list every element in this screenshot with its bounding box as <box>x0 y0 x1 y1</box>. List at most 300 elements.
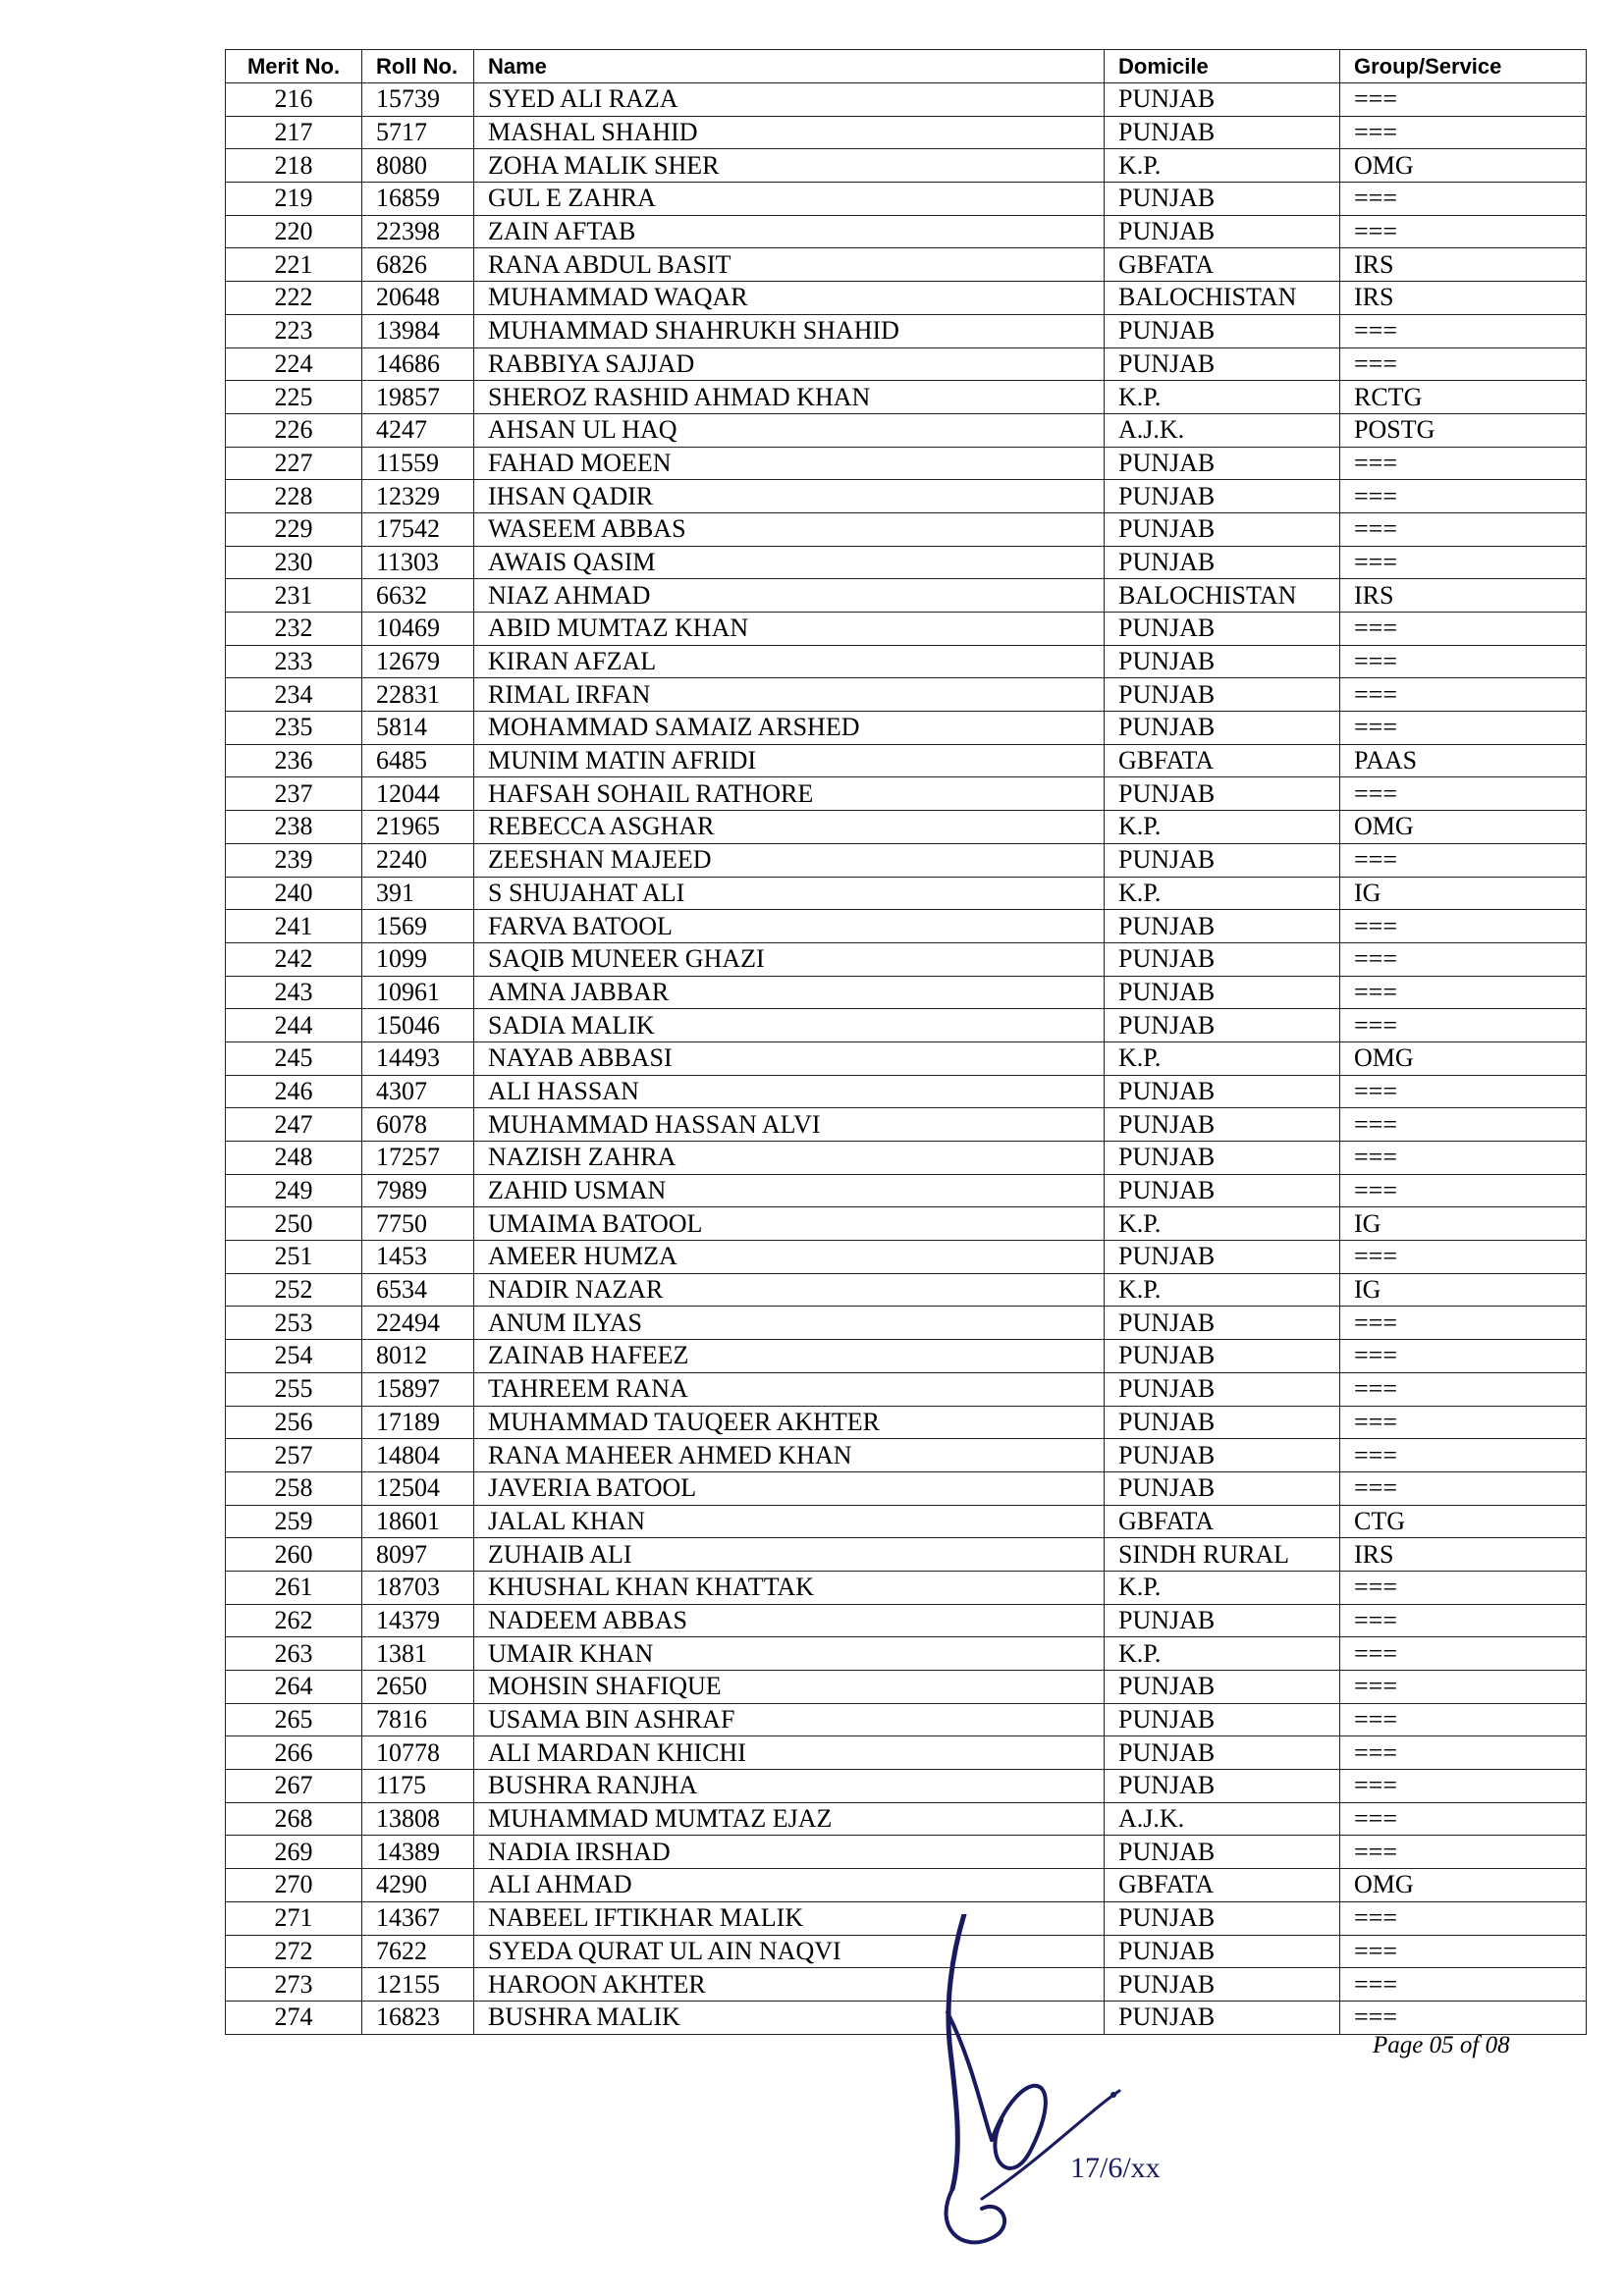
table-row <box>226 1968 1587 2002</box>
cell-merit-no: 221 <box>226 248 362 282</box>
cell-roll-no: 6826 <box>362 248 474 282</box>
cell-group-service: === <box>1340 480 1587 513</box>
cell-group-service: === <box>1340 1471 1587 1505</box>
cell-roll-no: 22398 <box>362 215 474 248</box>
cell-merit-no: 216 <box>226 83 362 117</box>
cell-roll-no: 2240 <box>362 843 474 877</box>
table-row <box>226 183 1587 216</box>
cell-merit-no: 240 <box>226 877 362 910</box>
cell-roll-no: 14493 <box>362 1041 474 1075</box>
header-roll-no: Roll No. <box>362 50 474 83</box>
cell-group-service: IG <box>1340 877 1587 910</box>
cell-merit-no: 229 <box>226 512 362 546</box>
cell-roll-no: 5814 <box>362 712 474 745</box>
cell-domicile: K.P. <box>1105 1041 1340 1075</box>
cell-name: BUSHRA MALIK <box>474 2001 1105 2034</box>
cell-name: NADIR NAZAR <box>474 1273 1105 1307</box>
cell-name: NADEEM ABBAS <box>474 1604 1105 1637</box>
cell-name: BUSHRA RANJHA <box>474 1770 1105 1803</box>
cell-domicile: PUNJAB <box>1105 2001 1340 2034</box>
cell-domicile: PUNJAB <box>1105 1604 1340 1637</box>
cell-name: KHUSHAL KHAN KHATTAK <box>474 1571 1105 1604</box>
cell-merit-no: 233 <box>226 645 362 678</box>
page-number: Page 05 of 08 <box>1373 2032 1510 2058</box>
cell-domicile: PUNJAB <box>1105 1703 1340 1736</box>
cell-merit-no: 227 <box>226 447 362 480</box>
cell-name: RIMAL IRFAN <box>474 678 1105 712</box>
cell-group-service: === <box>1340 1901 1587 1935</box>
cell-group-service: === <box>1340 546 1587 579</box>
cell-group-service: OMG <box>1340 149 1587 183</box>
table-row <box>226 1802 1587 1836</box>
cell-name: SADIA MALIK <box>474 1009 1105 1042</box>
cell-domicile: PUNJAB <box>1105 1770 1340 1803</box>
cell-name: ZUHAIB ALI <box>474 1538 1105 1572</box>
cell-name: UMAIR KHAN <box>474 1637 1105 1671</box>
cell-group-service: OMG <box>1340 1869 1587 1902</box>
table-row <box>226 1901 1587 1935</box>
cell-name: JALAL KHAN <box>474 1505 1105 1538</box>
cell-name: WASEEM ABBAS <box>474 512 1105 546</box>
table-row <box>226 1241 1587 1274</box>
cell-domicile: K.P. <box>1105 1273 1340 1307</box>
table-row <box>226 314 1587 347</box>
table-row <box>226 347 1587 381</box>
cell-domicile: K.P. <box>1105 811 1340 844</box>
cell-group-service: === <box>1340 83 1587 117</box>
table-row <box>226 1041 1587 1075</box>
cell-group-service: === <box>1340 777 1587 811</box>
table-row <box>226 116 1587 149</box>
cell-domicile: PUNJAB <box>1105 942 1340 976</box>
cell-group-service: === <box>1340 447 1587 480</box>
cell-domicile: GBFATA <box>1105 744 1340 777</box>
cell-roll-no: 7622 <box>362 1935 474 1968</box>
cell-group-service: === <box>1340 1703 1587 1736</box>
cell-domicile: K.P. <box>1105 1637 1340 1671</box>
cell-merit-no: 252 <box>226 1273 362 1307</box>
cell-name: MOHSIN SHAFIQUE <box>474 1671 1105 1704</box>
cell-roll-no: 22831 <box>362 678 474 712</box>
table-row <box>226 1471 1587 1505</box>
cell-roll-no: 21965 <box>362 811 474 844</box>
table-row <box>226 1703 1587 1736</box>
cell-merit-no: 219 <box>226 183 362 216</box>
cell-domicile: PUNJAB <box>1105 712 1340 745</box>
table-row <box>226 1538 1587 1572</box>
signature-icon <box>923 1914 1139 2258</box>
cell-name: KIRAN AFZAL <box>474 645 1105 678</box>
cell-merit-no: 220 <box>226 215 362 248</box>
header-name: Name <box>474 50 1105 83</box>
cell-name: JAVERIA BATOOL <box>474 1471 1105 1505</box>
cell-group-service: === <box>1340 2001 1587 2034</box>
table-row <box>226 976 1587 1009</box>
table-row <box>226 282 1587 315</box>
cell-merit-no: 222 <box>226 282 362 315</box>
table-row <box>226 1770 1587 1803</box>
table-row <box>226 579 1587 613</box>
table-row <box>226 811 1587 844</box>
cell-group-service: === <box>1340 314 1587 347</box>
cell-roll-no: 17257 <box>362 1142 474 1175</box>
cell-merit-no: 238 <box>226 811 362 844</box>
cell-roll-no: 7750 <box>362 1207 474 1241</box>
cell-merit-no: 258 <box>226 1471 362 1505</box>
cell-name: MUHAMMAD HASSAN ALVI <box>474 1108 1105 1142</box>
table-row <box>226 83 1587 117</box>
cell-name: SAQIB MUNEER GHAZI <box>474 942 1105 976</box>
cell-roll-no: 20648 <box>362 282 474 315</box>
cell-group-service: === <box>1340 1637 1587 1671</box>
table-row <box>226 1372 1587 1406</box>
cell-domicile: PUNJAB <box>1105 1009 1340 1042</box>
cell-merit-no: 256 <box>226 1406 362 1439</box>
header-domicile: Domicile <box>1105 50 1340 83</box>
cell-name: NADIA IRSHAD <box>474 1836 1105 1869</box>
table-row <box>226 942 1587 976</box>
cell-domicile: A.J.K. <box>1105 413 1340 447</box>
cell-domicile: PUNJAB <box>1105 1307 1340 1340</box>
cell-group-service: === <box>1340 1671 1587 1704</box>
cell-name: MASHAL SHAHID <box>474 116 1105 149</box>
cell-group-service: === <box>1340 1968 1587 2002</box>
cell-merit-no: 224 <box>226 347 362 381</box>
table-row <box>226 678 1587 712</box>
cell-merit-no: 226 <box>226 413 362 447</box>
cell-group-service: === <box>1340 1571 1587 1604</box>
cell-roll-no: 6534 <box>362 1273 474 1307</box>
cell-name: RABBIYA SAJJAD <box>474 347 1105 381</box>
cell-name: AHSAN UL HAQ <box>474 413 1105 447</box>
cell-roll-no: 15897 <box>362 1372 474 1406</box>
cell-name: GUL E ZAHRA <box>474 183 1105 216</box>
cell-group-service: === <box>1340 512 1587 546</box>
cell-merit-no: 218 <box>226 149 362 183</box>
cell-domicile: PUNJAB <box>1105 777 1340 811</box>
cell-name: TAHREEM RANA <box>474 1372 1105 1406</box>
cell-group-service: IRS <box>1340 282 1587 315</box>
cell-group-service: === <box>1340 1108 1587 1142</box>
cell-group-service: PAAS <box>1340 744 1587 777</box>
cell-name: ZAIN AFTAB <box>474 215 1105 248</box>
cell-domicile: PUNJAB <box>1105 1901 1340 1935</box>
table-row <box>226 1505 1587 1538</box>
cell-domicile: K.P. <box>1105 149 1340 183</box>
cell-group-service: === <box>1340 1307 1587 1340</box>
cell-roll-no: 7816 <box>362 1703 474 1736</box>
cell-group-service: OMG <box>1340 1041 1587 1075</box>
cell-merit-no: 234 <box>226 678 362 712</box>
cell-roll-no: 16859 <box>362 183 474 216</box>
cell-group-service: === <box>1340 215 1587 248</box>
cell-merit-no: 232 <box>226 613 362 646</box>
cell-name: RANA MAHEER AHMED KHAN <box>474 1439 1105 1472</box>
table-row <box>226 381 1587 414</box>
cell-roll-no: 12329 <box>362 480 474 513</box>
cell-merit-no: 243 <box>226 976 362 1009</box>
cell-roll-no: 1453 <box>362 1241 474 1274</box>
cell-domicile: PUNJAB <box>1105 1108 1340 1142</box>
cell-merit-no: 230 <box>226 546 362 579</box>
cell-merit-no: 267 <box>226 1770 362 1803</box>
cell-roll-no: 18601 <box>362 1505 474 1538</box>
cell-group-service: === <box>1340 1009 1587 1042</box>
table-row <box>226 843 1587 877</box>
cell-roll-no: 10469 <box>362 613 474 646</box>
cell-merit-no: 263 <box>226 1637 362 1671</box>
cell-group-service: === <box>1340 1770 1587 1803</box>
cell-group-service: === <box>1340 1836 1587 1869</box>
cell-group-service: === <box>1340 645 1587 678</box>
cell-roll-no: 14686 <box>362 347 474 381</box>
cell-group-service: IG <box>1340 1207 1587 1241</box>
cell-group-service: === <box>1340 942 1587 976</box>
cell-name: NABEEL IFTIKHAR MALIK <box>474 1901 1105 1935</box>
cell-domicile: GBFATA <box>1105 1869 1340 1902</box>
cell-group-service: === <box>1340 1142 1587 1175</box>
table-row <box>226 777 1587 811</box>
table-row <box>226 1174 1587 1207</box>
cell-merit-no: 225 <box>226 381 362 414</box>
cell-name: NAYAB ABBASI <box>474 1041 1105 1075</box>
cell-domicile: PUNJAB <box>1105 1406 1340 1439</box>
table-row <box>226 1340 1587 1373</box>
cell-domicile: GBFATA <box>1105 1505 1340 1538</box>
cell-group-service: === <box>1340 1935 1587 1968</box>
cell-name: ZOHA MALIK SHER <box>474 149 1105 183</box>
cell-domicile: PUNJAB <box>1105 183 1340 216</box>
header-merit-no: Merit No. <box>226 50 362 83</box>
cell-domicile: PUNJAB <box>1105 1075 1340 1108</box>
cell-group-service: === <box>1340 613 1587 646</box>
cell-domicile: GBFATA <box>1105 248 1340 282</box>
cell-roll-no: 10961 <box>362 976 474 1009</box>
cell-group-service: === <box>1340 116 1587 149</box>
table-row <box>226 910 1587 943</box>
cell-group-service: === <box>1340 1604 1587 1637</box>
cell-domicile: PUNJAB <box>1105 910 1340 943</box>
cell-roll-no: 19857 <box>362 381 474 414</box>
cell-group-service: OMG <box>1340 811 1587 844</box>
cell-roll-no: 15046 <box>362 1009 474 1042</box>
cell-group-service: CTG <box>1340 1505 1587 1538</box>
cell-domicile: PUNJAB <box>1105 1736 1340 1770</box>
cell-name: ALI HASSAN <box>474 1075 1105 1108</box>
cell-domicile: K.P. <box>1105 1207 1340 1241</box>
cell-name: RANA ABDUL BASIT <box>474 248 1105 282</box>
merit-list-table <box>225 49 1587 2035</box>
table-row <box>226 1671 1587 1704</box>
cell-group-service: === <box>1340 1372 1587 1406</box>
cell-name: ZAHID USMAN <box>474 1174 1105 1207</box>
table-row <box>226 1075 1587 1108</box>
cell-name: HAROON AKHTER <box>474 1968 1105 2002</box>
cell-roll-no: 6632 <box>362 579 474 613</box>
cell-roll-no: 12504 <box>362 1471 474 1505</box>
cell-name: ANUM ILYAS <box>474 1307 1105 1340</box>
cell-merit-no: 262 <box>226 1604 362 1637</box>
table-row <box>226 1935 1587 1968</box>
cell-merit-no: 242 <box>226 942 362 976</box>
table-row <box>226 1736 1587 1770</box>
cell-domicile: PUNJAB <box>1105 1372 1340 1406</box>
cell-roll-no: 2650 <box>362 1671 474 1704</box>
table-row <box>226 1637 1587 1671</box>
cell-roll-no: 11303 <box>362 546 474 579</box>
cell-group-service: === <box>1340 1439 1587 1472</box>
cell-domicile: PUNJAB <box>1105 976 1340 1009</box>
cell-roll-no: 7989 <box>362 1174 474 1207</box>
table-row <box>226 645 1587 678</box>
cell-merit-no: 235 <box>226 712 362 745</box>
cell-merit-no: 251 <box>226 1241 362 1274</box>
cell-roll-no: 11559 <box>362 447 474 480</box>
table-row <box>226 1604 1587 1637</box>
table-row <box>226 512 1587 546</box>
table-row <box>226 1108 1587 1142</box>
cell-group-service: === <box>1340 1241 1587 1274</box>
table-body <box>226 83 1587 2035</box>
table-row <box>226 1406 1587 1439</box>
table-row <box>226 1207 1587 1241</box>
cell-merit-no: 239 <box>226 843 362 877</box>
header-group-service: Group/Service <box>1340 50 1587 83</box>
cell-merit-no: 223 <box>226 314 362 347</box>
cell-group-service: IRS <box>1340 579 1587 613</box>
cell-group-service: RCTG <box>1340 381 1587 414</box>
cell-group-service: === <box>1340 1736 1587 1770</box>
cell-name: MUHAMMAD TAUQEER AKHTER <box>474 1406 1105 1439</box>
cell-merit-no: 272 <box>226 1935 362 1968</box>
cell-roll-no: 14804 <box>362 1439 474 1472</box>
cell-domicile: K.P. <box>1105 1571 1340 1604</box>
cell-group-service: === <box>1340 183 1587 216</box>
table-row <box>226 744 1587 777</box>
cell-name: ZEESHAN MAJEED <box>474 843 1105 877</box>
table-row <box>226 1571 1587 1604</box>
cell-domicile: PUNJAB <box>1105 1671 1340 1704</box>
cell-name: NIAZ AHMAD <box>474 579 1105 613</box>
cell-group-service: === <box>1340 712 1587 745</box>
cell-group-service: === <box>1340 347 1587 381</box>
cell-domicile: PUNJAB <box>1105 1471 1340 1505</box>
cell-group-service: IG <box>1340 1273 1587 1307</box>
cell-roll-no: 12155 <box>362 1968 474 2002</box>
cell-roll-no: 6078 <box>362 1108 474 1142</box>
cell-merit-no: 257 <box>226 1439 362 1472</box>
cell-name: NAZISH ZAHRA <box>474 1142 1105 1175</box>
cell-domicile: PUNJAB <box>1105 843 1340 877</box>
cell-domicile: PUNJAB <box>1105 1241 1340 1274</box>
table-row <box>226 1836 1587 1869</box>
cell-domicile: PUNJAB <box>1105 1968 1340 2002</box>
cell-merit-no: 228 <box>226 480 362 513</box>
cell-roll-no: 4247 <box>362 413 474 447</box>
cell-roll-no: 15739 <box>362 83 474 117</box>
cell-roll-no: 8080 <box>362 149 474 183</box>
cell-merit-no: 241 <box>226 910 362 943</box>
cell-domicile: PUNJAB <box>1105 512 1340 546</box>
cell-merit-no: 231 <box>226 579 362 613</box>
cell-merit-no: 274 <box>226 2001 362 2034</box>
cell-roll-no: 17189 <box>362 1406 474 1439</box>
cell-name: UMAIMA BATOOL <box>474 1207 1105 1241</box>
cell-merit-no: 265 <box>226 1703 362 1736</box>
cell-roll-no: 4307 <box>362 1075 474 1108</box>
cell-merit-no: 254 <box>226 1340 362 1373</box>
cell-merit-no: 260 <box>226 1538 362 1572</box>
cell-group-service: === <box>1340 976 1587 1009</box>
table-row <box>226 613 1587 646</box>
cell-domicile: PUNJAB <box>1105 678 1340 712</box>
cell-domicile: PUNJAB <box>1105 1340 1340 1373</box>
cell-group-service: IRS <box>1340 248 1587 282</box>
cell-roll-no: 14367 <box>362 1901 474 1935</box>
cell-name: AMNA JABBAR <box>474 976 1105 1009</box>
cell-domicile: A.J.K. <box>1105 1802 1340 1836</box>
cell-group-service: POSTG <box>1340 413 1587 447</box>
cell-name: MUHAMMAD MUMTAZ EJAZ <box>474 1802 1105 1836</box>
cell-name: FAHAD MOEEN <box>474 447 1105 480</box>
table-row <box>226 712 1587 745</box>
cell-roll-no: 6485 <box>362 744 474 777</box>
cell-domicile: PUNJAB <box>1105 480 1340 513</box>
cell-name: S SHUJAHAT ALI <box>474 877 1105 910</box>
cell-roll-no: 8097 <box>362 1538 474 1572</box>
cell-roll-no: 10778 <box>362 1736 474 1770</box>
cell-group-service: IRS <box>1340 1538 1587 1572</box>
cell-group-service: === <box>1340 910 1587 943</box>
cell-name: AWAIS QASIM <box>474 546 1105 579</box>
cell-merit-no: 249 <box>226 1174 362 1207</box>
cell-roll-no: 8012 <box>362 1340 474 1373</box>
cell-group-service: === <box>1340 1340 1587 1373</box>
cell-name: MUHAMMAD WAQAR <box>474 282 1105 315</box>
cell-merit-no: 269 <box>226 1836 362 1869</box>
cell-roll-no: 1175 <box>362 1770 474 1803</box>
cell-name: FARVA BATOOL <box>474 910 1105 943</box>
table-header-row <box>226 50 1587 83</box>
cell-domicile: PUNJAB <box>1105 613 1340 646</box>
cell-merit-no: 217 <box>226 116 362 149</box>
cell-domicile: PUNJAB <box>1105 645 1340 678</box>
cell-roll-no: 14389 <box>362 1836 474 1869</box>
cell-roll-no: 1569 <box>362 910 474 943</box>
cell-merit-no: 268 <box>226 1802 362 1836</box>
cell-name: HAFSAH SOHAIL RATHORE <box>474 777 1105 811</box>
cell-name: ALI MARDAN KHICHI <box>474 1736 1105 1770</box>
cell-group-service: === <box>1340 1406 1587 1439</box>
table-row <box>226 1307 1587 1340</box>
cell-roll-no: 14379 <box>362 1604 474 1637</box>
table-row <box>226 480 1587 513</box>
cell-roll-no: 4290 <box>362 1869 474 1902</box>
table-row <box>226 1439 1587 1472</box>
table-row <box>226 149 1587 183</box>
cell-domicile: BALOCHISTAN <box>1105 282 1340 315</box>
cell-domicile: PUNJAB <box>1105 1174 1340 1207</box>
cell-domicile: PUNJAB <box>1105 116 1340 149</box>
cell-domicile: PUNJAB <box>1105 447 1340 480</box>
cell-merit-no: 259 <box>226 1505 362 1538</box>
cell-roll-no: 13984 <box>362 314 474 347</box>
cell-merit-no: 246 <box>226 1075 362 1108</box>
cell-roll-no: 12044 <box>362 777 474 811</box>
cell-domicile: PUNJAB <box>1105 347 1340 381</box>
table-row <box>226 877 1587 910</box>
cell-merit-no: 255 <box>226 1372 362 1406</box>
